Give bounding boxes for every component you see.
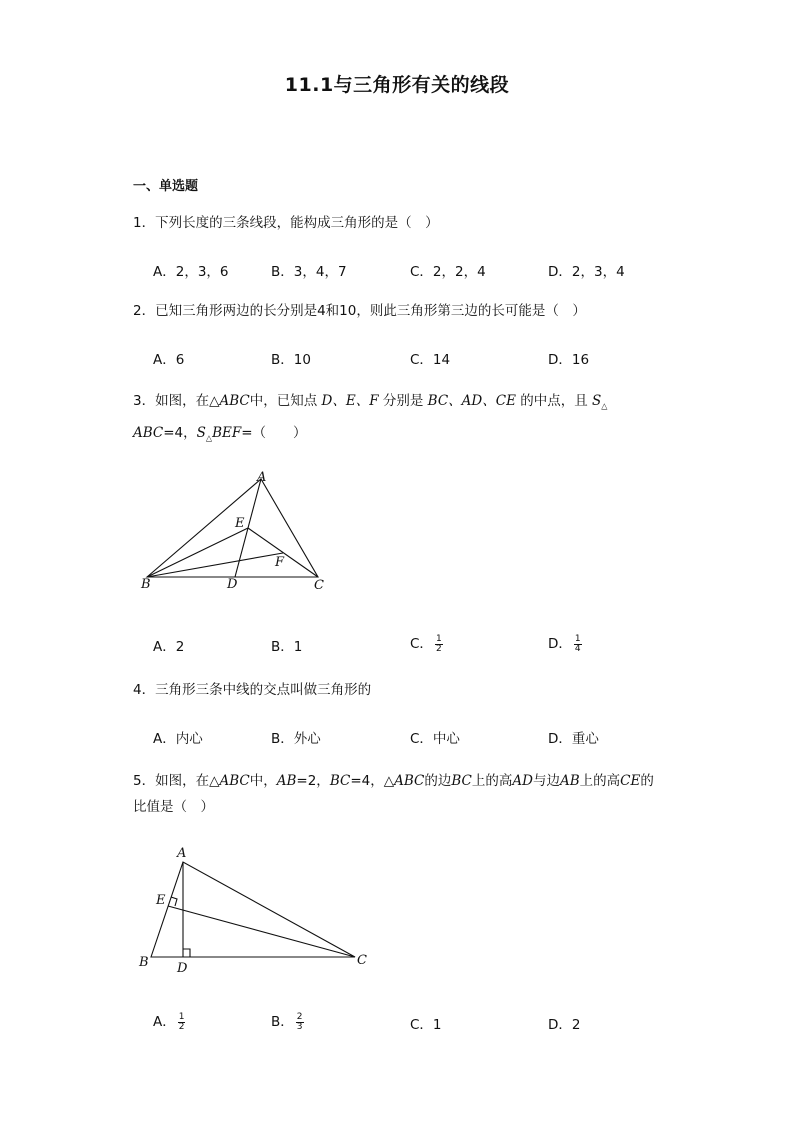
label-d: D [227,577,238,592]
label-c: C [357,953,367,968]
page-title: 11.1与三角形有关的线段 [284,74,510,96]
question-number: 2． [133,303,156,319]
option-b[interactable]: B．3，4，7 [271,264,347,280]
text-span: 上的高 [471,773,513,789]
label-a: A [257,470,267,485]
text-span: 如图，在△ [155,773,220,789]
option-label: B． [271,1014,294,1030]
option-c[interactable]: C．2，2，4 [410,264,486,280]
option-c[interactable]: C．中心 [410,731,460,747]
option-d[interactable]: D．重心 [548,731,599,747]
label-c: C [314,578,324,593]
fraction-numerator: 1 [435,633,442,644]
question-number: 3． [133,393,156,409]
text-span: =2， [296,773,330,789]
text-span: 的中点，且 [520,393,588,409]
option-label: A． [153,1014,176,1030]
option-d[interactable]: D．16 [548,352,590,368]
fraction [435,635,443,654]
text-span: =4， [163,424,197,441]
math-span: D、E、F [321,393,379,409]
label-b: B [139,955,149,970]
text-span: 分别是 [382,393,424,409]
fraction-numerator: 2 [296,1011,303,1022]
label-d: D [177,961,188,976]
fraction-denominator: 2 [178,1021,185,1032]
text-span: 的边 [424,773,452,789]
math-span: ABC [133,424,164,441]
math-span: S [196,424,206,441]
math-span: S [592,393,602,409]
math-span: BC [451,773,472,789]
question-text: 下列长度的三条线段，能构成三角形的是（ ） [155,215,439,231]
label-a: A [177,846,187,861]
option-a[interactable]: A．2 [153,639,185,655]
question-line-2 [133,420,673,452]
fraction-denominator: 2 [435,643,442,654]
fraction [574,635,582,654]
question-4 [133,677,673,703]
fraction-numerator: 1 [574,633,581,644]
question-3 [133,388,673,451]
question-number: 1． [133,215,156,231]
label-e: E [156,893,166,908]
question-line-1 [133,388,673,420]
question-text: 三角形三条中线的交点叫做三角形的 [155,682,372,698]
option-d[interactable]: D．2 [548,1017,581,1033]
question-line-1 [133,768,673,794]
text-span: 与边 [532,773,560,789]
option-b[interactable]: B．1 [271,639,303,655]
option-c[interactable] [410,632,443,654]
right-triangle-figure [133,843,378,978]
question-number: 4． [133,682,156,698]
question-line-2: 比值是（ ） [133,799,214,815]
option-b[interactable]: B．10 [271,352,311,368]
math-span: ABC [219,773,250,789]
math-span: BC、AD、CE [427,393,516,409]
math-span: AD [512,773,533,789]
option-d[interactable] [548,632,582,654]
option-a[interactable] [153,1010,185,1032]
option-label: C． [410,636,433,652]
math-sub: △ [205,433,213,443]
question-1 [133,210,673,236]
text-span: 上的高 [579,773,621,789]
math-sub: △ [601,401,608,411]
label-e: E [235,516,245,531]
question-number: 5． [133,773,156,789]
fraction [296,1013,304,1032]
text-span: 中，已知点 [249,393,318,409]
math-span: BEF [212,424,242,441]
math-span: AB [559,773,580,789]
option-c[interactable]: C．14 [410,352,451,368]
section-heading: 一、单选题 [133,179,199,194]
option-d[interactable]: D．2，3，4 [548,264,625,280]
question-5 [133,768,673,820]
option-c[interactable]: C．1 [410,1017,442,1033]
option-a[interactable]: A．内心 [153,731,203,747]
fraction-denominator: 3 [296,1021,303,1032]
text-span: =4，△ [350,773,395,789]
fraction [178,1013,186,1032]
math-span: AB [276,773,297,789]
triangle-abc-figure [135,465,335,595]
question-text: 已知三角形两边的长分别是4和10，则此三角形第三边的长可能是（ ） [155,303,586,319]
text-span: 如图，在△ [155,393,220,409]
option-a[interactable]: A．2，3，6 [153,264,229,280]
option-b[interactable]: B．外心 [271,731,321,747]
option-a[interactable]: A．6 [153,352,185,368]
math-span: ABC [394,773,425,789]
option-label: D． [548,636,572,652]
math-span: BC [329,773,351,789]
question-2 [133,298,673,324]
label-b: B [141,577,151,592]
text-span: 中， [249,773,277,789]
fraction-denominator: 4 [574,643,581,654]
math-span: CE [620,773,641,789]
label-f: F [275,555,285,570]
text-span: 的 [640,773,654,789]
text-span: =（ ） [241,424,307,441]
fraction-numerator: 1 [178,1011,185,1022]
math-span: ABC [219,393,250,409]
option-b[interactable] [271,1010,304,1032]
